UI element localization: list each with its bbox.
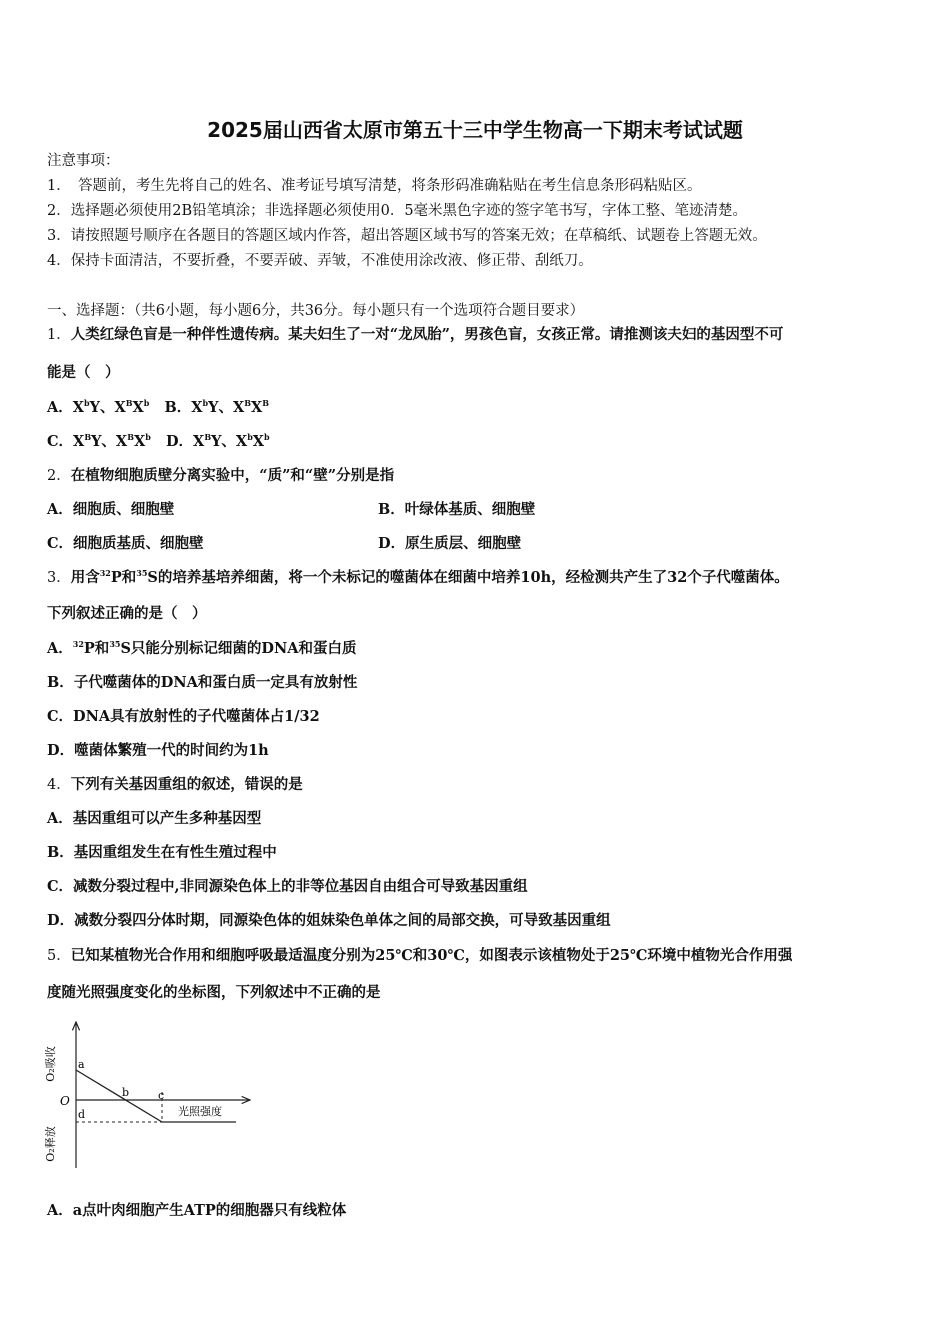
- notice-item-1: 1． 答题前，考生先将自己的姓名、准考证号填写清楚，将条形码准确粘贴在考生信息条形码粘贴区。: [47, 178, 702, 194]
- question-2-option-d: D．原生质层、细胞壁: [378, 535, 522, 552]
- question-1-stem: 1．人类红绿色盲是一种伴性遗传病。某夫妇生了一对“龙凤胎”，男孩色盲，女孩正常。请推测该夫妇的基因型不可: [47, 326, 784, 343]
- question-2-option-b: B．叶绿体基质、细胞壁: [378, 501, 536, 518]
- question-4-option-d: D．减数分裂四分体时期，同源染色体的姐妹染色单体之间的局部交换，可导致基因重组: [47, 912, 611, 929]
- question-3-stem: 3．用含$^{32}$P和$^{35}$S的培养基培养细菌，将一个未标记的噬菌体在细菌中培养10h，经检测共产生了32个子代噬菌体。: [47, 568, 789, 586]
- y-bottom-label: O₂释放: [44, 1126, 57, 1162]
- x-axis-label: 光照强度: [178, 1105, 222, 1118]
- question-3-option-c: C．DNA具有放射性的子代噬菌体占1/32: [47, 708, 320, 725]
- y-top-label: O₂吸收: [44, 1046, 57, 1082]
- question-2-stem: 2．在植物细胞质壁分离实验中，“质”和“壁”分别是指: [47, 467, 395, 484]
- point-c-label: c: [158, 1089, 165, 1102]
- question-4-option-c: C．减数分裂过程中,非同源染色体上的非等位基因自由组合可导致基因重组: [47, 878, 528, 895]
- question-3-option-b: B．子代噬菌体的DNA和蛋白质一定具有放射性: [47, 674, 358, 691]
- point-a-label: a: [78, 1058, 85, 1071]
- point-b-label: b: [122, 1086, 130, 1099]
- light-intensity-graph: [40, 1018, 260, 1173]
- question-1-options-cd: C．$X^BY$、$X^BX^b$ D．$X^BY$、$X^bX^b$: [47, 432, 270, 450]
- question-1-stem-cont: 能是（ ）: [47, 364, 120, 381]
- question-number: 1．: [47, 327, 71, 343]
- question-5-stem: 5．已知某植物光合作用和细胞呼吸最适温度分别为25℃和30℃，如图表示该植物处于25℃环境中植物光合作用强: [47, 947, 793, 964]
- question-4-option-a: A．基因重组可以产生多种基因型: [47, 810, 262, 827]
- origin-label: O: [60, 1094, 70, 1108]
- notice-item-2: 2．选择题必须使用2B铅笔填涂；非选择题必须使用0．5毫米黑色字迹的签字笔书写，字体工整、笔迹清楚。: [47, 203, 748, 219]
- question-2-option-a: A．细胞质、细胞壁: [47, 501, 175, 518]
- question-5-stem-cont: 度随光照强度变化的坐标图，下列叙述中不正确的是: [47, 984, 381, 1001]
- question-3-stem-cont: 下列叙述正确的是（ ）: [47, 605, 207, 622]
- question-5-option-a: A．a点叶肉细胞产生ATP的细胞器只有线粒体: [47, 1202, 347, 1219]
- question-1-options-ab: A．$X^bY$、$X^BX^b$ B．$X^bY$、$X^BX^B$: [47, 398, 270, 416]
- point-d-label: d: [78, 1108, 86, 1121]
- notice-item-3: 3．请按照题号顺序在各题目的答题区域内作答，超出答题区域书写的答案无效；在草稿纸、试题卷上答题无效。: [47, 228, 767, 244]
- notice-item-4: 4．保持卡面清洁，不要折叠，不要弄破、弄皱，不准使用涂改液、修正带、刮纸刀。: [47, 253, 593, 269]
- section-heading: 一、选择题：（共6小题，每小题6分，共36分。每小题只有一个选项符合题目要求）: [47, 303, 585, 319]
- question-3-option-d: D．噬菌体繁殖一代的时间约为1h: [47, 742, 269, 759]
- notice-heading: 注意事项：: [47, 153, 120, 169]
- question-2-option-c: C．细胞质基质、细胞壁: [47, 535, 204, 552]
- page-title: 2025届山西省太原市第五十三中学生物高一下期末考试试题: [207, 118, 743, 142]
- question-4-option-b: B．基因重组发生在有性生殖过程中: [47, 844, 277, 861]
- question-3-option-a: A．$^{32}$P和$^{35}$S只能分别标记细菌的DNA和蛋白质: [47, 639, 357, 657]
- question-4-stem: 4．下列有关基因重组的叙述，错误的是: [47, 776, 303, 793]
